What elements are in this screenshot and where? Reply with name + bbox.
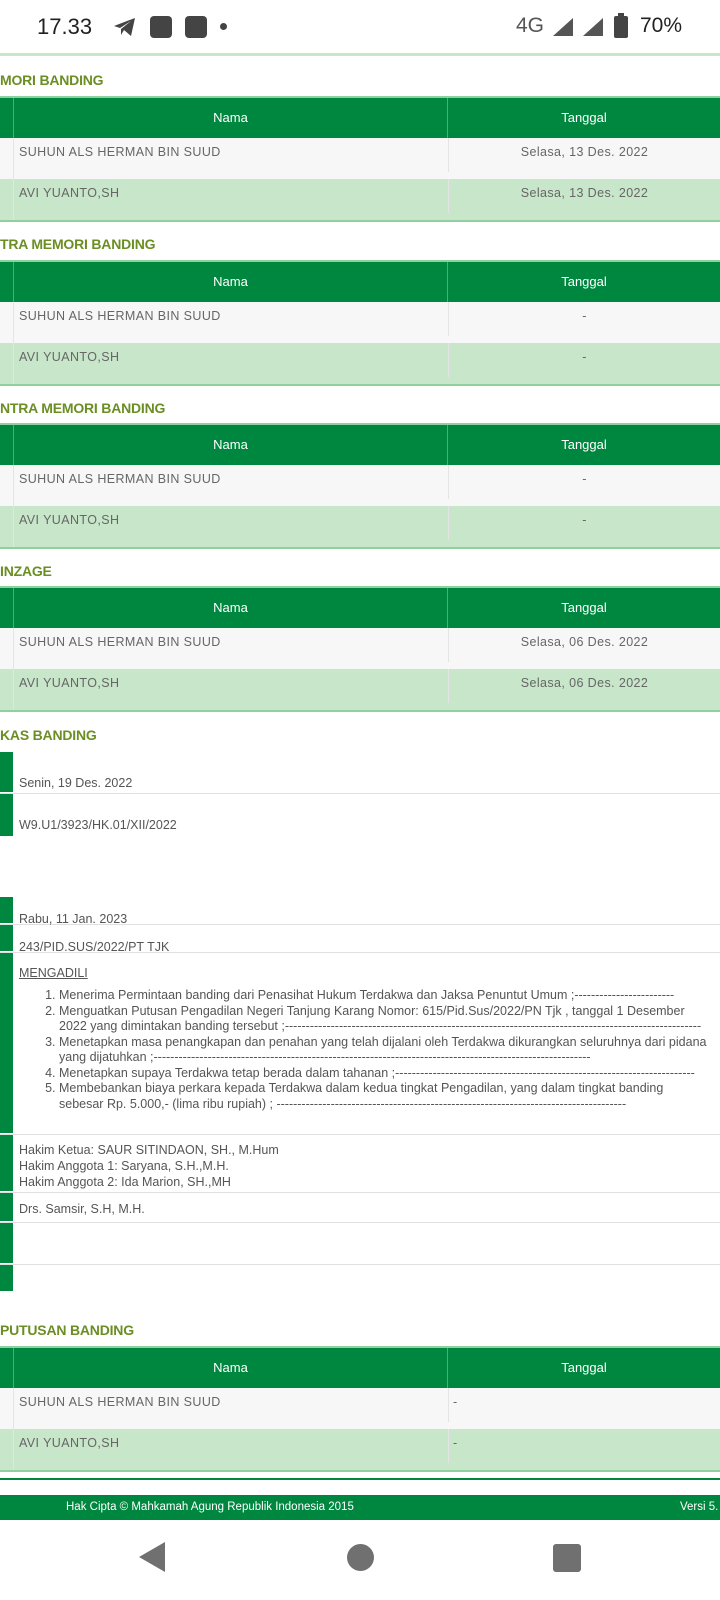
hakim-anggota-1: Hakim Anggota 1: Saryana, S.H.,M.H. bbox=[19, 1159, 229, 1173]
section-title-inzage: INZAGE bbox=[0, 563, 52, 579]
memori-table bbox=[0, 96, 720, 222]
list-item: 2. Menguatkan Putusan Pengadilan Negeri Tanjung Karang Nomor: 615/Pid.Sus/2022/PN Tjk , tanggal 1 Desember 2022 yang dimintakan banding tersebut ;---------------------------------------------------------------------------------------------------- bbox=[59, 1004, 710, 1035]
home-icon[interactable] bbox=[347, 1544, 374, 1571]
panitera: Drs. Samsir, S.H, M.H. bbox=[19, 1202, 145, 1216]
signal-icon bbox=[551, 17, 575, 37]
signal-icon bbox=[581, 17, 605, 37]
status-bar bbox=[0, 0, 720, 54]
battery-percent: 70% bbox=[640, 14, 683, 37]
col-nama: Nama bbox=[14, 1348, 448, 1388]
amar-title: MENGADILI bbox=[19, 966, 88, 980]
table-row: SUHUN ALS HERMAN BIN SUUD - bbox=[0, 302, 720, 343]
col-nama: Nama bbox=[14, 588, 448, 628]
table-row: SUHUN ALS HERMAN BIN SUUD Selasa, 06 Des. 2022 bbox=[0, 628, 720, 669]
col-tanggal: Tanggal bbox=[561, 437, 607, 452]
recents-icon[interactable] bbox=[553, 1544, 581, 1572]
list-item: 5. Membebankan biaya perkara kepada Terdakwa dalam kedua tingkat Pengadilan, yang dalam tingkat banding sebesar Rp. 5.000,- (lima ribu rupiah) ; ------------------------------------------------------------------------------------ bbox=[59, 1081, 710, 1112]
col-tanggal: Tanggal bbox=[561, 600, 607, 615]
copyright: Hak Cipta © Mahkamah Agung Republik Indonesia 2015 bbox=[66, 1501, 354, 1513]
table-row: AVI YUANTO,SH - bbox=[0, 1429, 720, 1470]
footer bbox=[0, 1495, 720, 1520]
kontra-memori-table-2 bbox=[0, 423, 720, 549]
notification-square-icon bbox=[150, 16, 172, 38]
kontra-memori-table bbox=[0, 260, 720, 386]
battery-icon bbox=[613, 13, 629, 39]
amar-list bbox=[40, 988, 710, 1112]
col-tanggal: Tanggal bbox=[561, 110, 607, 125]
inzage-table bbox=[0, 586, 720, 712]
table-row: SUHUN ALS HERMAN BIN SUUD - bbox=[0, 1388, 720, 1429]
version: Versi 5. bbox=[680, 1501, 719, 1513]
table-header bbox=[0, 260, 720, 302]
putusan-nomor: 243/PID.SUS/2022/PT TJK bbox=[19, 940, 170, 954]
divider bbox=[0, 53, 720, 56]
col-tanggal: Tanggal bbox=[561, 274, 607, 289]
hakim-anggota-2: Hakim Anggota 2: Ida Marion, SH.,MH bbox=[19, 1175, 231, 1189]
table-row: AVI YUANTO,SH - bbox=[0, 343, 720, 384]
section-title-kontra-memori-2: NTRA MEMORI BANDING bbox=[0, 400, 166, 416]
section-title-pemberitahuan-putusan: PUTUSAN BANDING bbox=[0, 1322, 134, 1338]
section-title-kontra-memori: TRA MEMORI BANDING bbox=[0, 236, 156, 252]
dot-icon bbox=[220, 23, 227, 30]
table-row: AVI YUANTO,SH Selasa, 13 Des. 2022 bbox=[0, 179, 720, 220]
table-header bbox=[0, 96, 720, 138]
col-nama: Nama bbox=[14, 98, 448, 138]
divider bbox=[0, 1478, 720, 1480]
section-title-memori: MORI BANDING bbox=[0, 72, 104, 88]
table-row: AVI YUANTO,SH Selasa, 06 Des. 2022 bbox=[0, 669, 720, 710]
status-time: 17.33 bbox=[37, 14, 93, 39]
col-tanggal: Tanggal bbox=[561, 1360, 607, 1375]
table-row: SUHUN ALS HERMAN BIN SUUD Selasa, 13 Des. 2022 bbox=[0, 138, 720, 179]
table-row: AVI YUANTO,SH - bbox=[0, 506, 720, 547]
back-icon[interactable] bbox=[137, 1540, 167, 1574]
berkas-date: Senin, 19 Des. 2022 bbox=[19, 776, 133, 790]
table-row: SUHUN ALS HERMAN BIN SUUD - bbox=[0, 465, 720, 506]
network-type: 4G bbox=[516, 14, 545, 37]
section-title-berkas: KAS BANDING bbox=[0, 727, 97, 743]
table-header bbox=[0, 1346, 720, 1388]
putusan-date: Rabu, 11 Jan. 2023 bbox=[19, 912, 128, 926]
telegram-icon bbox=[113, 17, 137, 37]
list-item: 1. Menerima Permintaan banding dari Penasihat Hukum Terdakwa dan Jaksa Penuntut Umum ;------------------------ bbox=[59, 988, 710, 1004]
col-nama: Nama bbox=[14, 262, 448, 302]
pemberitahuan-table bbox=[0, 1346, 720, 1472]
hakim-ketua: Hakim Ketua: SAUR SITINDAON, SH., M.Hum bbox=[19, 1143, 279, 1157]
list-item: 3. Menetapkan masa penangkapan dan penahan yang telah dijalani oleh Terdakwa dikurangkan seluruhnya dari pidana yang dijatuhkan ;--------------------------------------------------------------------------------------------------------- bbox=[59, 1035, 710, 1066]
table-header bbox=[0, 586, 720, 628]
col-nama: Nama bbox=[14, 425, 448, 465]
table-header bbox=[0, 423, 720, 465]
navigation-bar bbox=[0, 1520, 720, 1600]
list-item: 4. Menetapkan supaya Terdakwa tetap berada dalam tahanan ;------------------------------------------------------------------------ bbox=[59, 1066, 710, 1082]
berkas-nomor: W9.U1/3923/HK.01/XII/2022 bbox=[19, 818, 177, 832]
notification-square-icon bbox=[185, 16, 207, 38]
majelis-hakim bbox=[19, 1142, 279, 1190]
